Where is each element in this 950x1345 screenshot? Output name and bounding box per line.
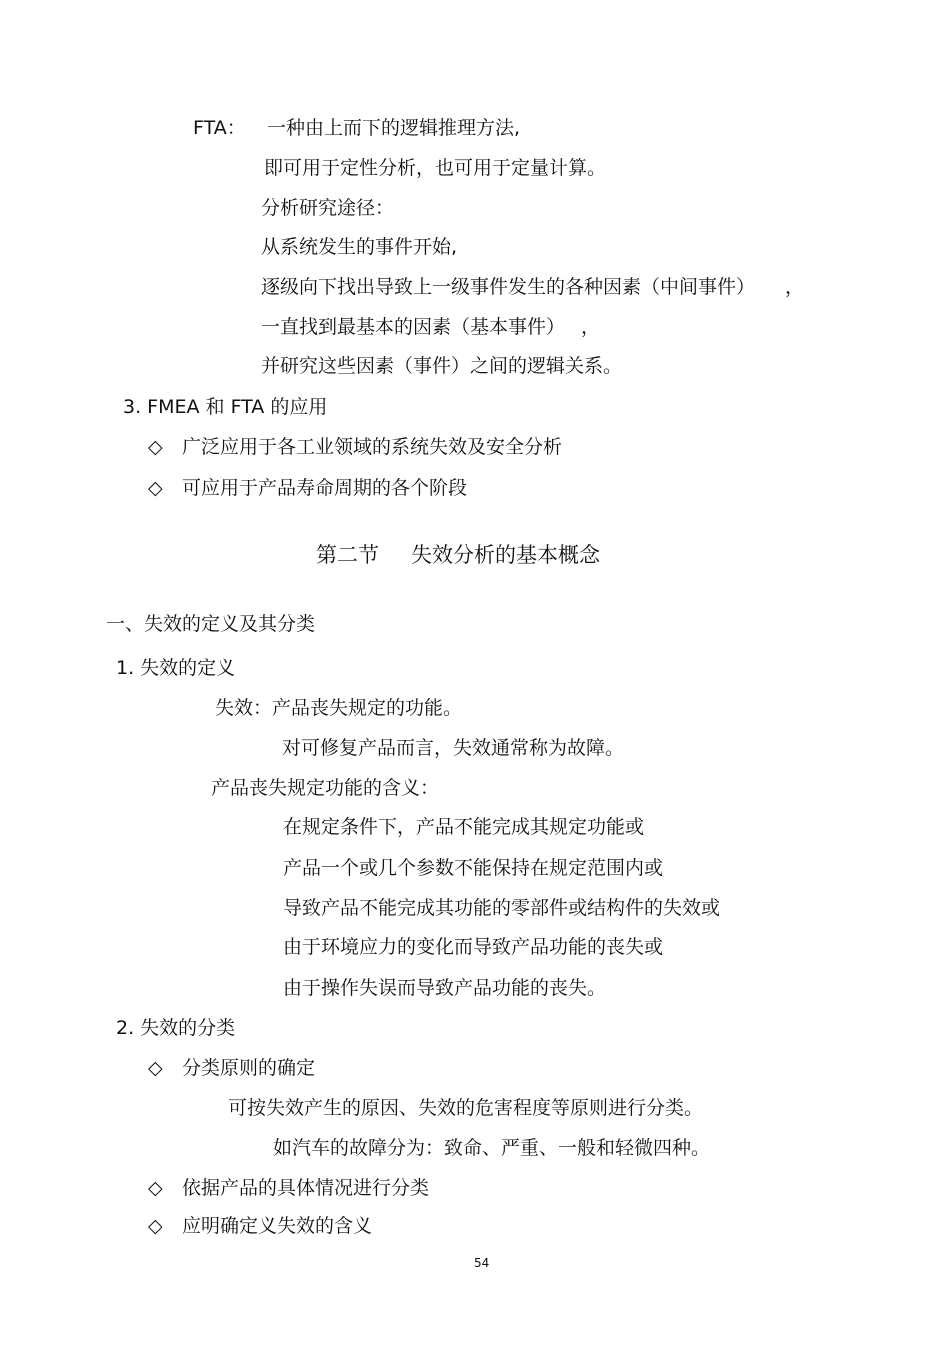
fta-analysis-path-line-1: 从系统发生的事件开始,	[261, 236, 458, 258]
classification-bullet-3	[148, 1214, 372, 1238]
fta-analysis-path-line-3	[261, 315, 600, 339]
fta-analysis-path-line-3-text: 一直找到最基本的因素（基本事件）	[261, 316, 566, 338]
application-bullet-1-text: 广泛应用于各工业领域的系统失效及安全分析	[182, 436, 563, 458]
diamond-bullet-icon: ◇	[148, 1057, 163, 1079]
meaning-title: 产品丧失规定功能的含义：	[211, 777, 440, 799]
fta-label: FTA：	[193, 117, 246, 139]
fta-definition: 一种由上而下的逻辑推理方法,	[267, 117, 521, 139]
fta-analysis-path-line-4: 并研究这些因素（事件）之间的逻辑关系。	[261, 355, 623, 377]
diamond-bullet-icon: ◇	[148, 477, 163, 499]
application-bullet-2-text: 可应用于产品寿命周期的各个阶段	[182, 477, 468, 499]
application-bullet-2	[148, 476, 467, 500]
fta-analysis-path-line-2-comma: ，	[785, 276, 805, 298]
classification-title: 2. 失效的分类	[116, 1017, 236, 1039]
page-number: 54	[474, 1256, 490, 1270]
diamond-bullet-icon: ◇	[148, 436, 163, 458]
meaning-item: 产品一个或几个参数不能保持在规定范围内或	[283, 857, 664, 879]
diamond-bullet-icon: ◇	[148, 1177, 163, 1199]
classification-text: 可按失效产生的原因、失效的危害程度等原则进行分类。	[228, 1097, 704, 1119]
meaning-item: 由于环境应力的变化而导致产品功能的丧失或	[283, 936, 664, 958]
classification-bullet-2-text: 依据产品的具体情况进行分类	[182, 1177, 430, 1199]
fta-analysis-path-line-2-text: 逐级向下找出导致上一级事件发生的各种因素（中间事件）	[261, 276, 756, 298]
part-heading: 一、失效的定义及其分类	[106, 613, 316, 635]
definition-main: 失效：产品丧失规定的功能。	[215, 697, 463, 719]
section-number: 第二节	[316, 543, 379, 567]
classification-example: 如汽车的故障分为：致命、严重、一般和轻微四种。	[273, 1137, 711, 1159]
classification-bullet-3-text: 应明确定义失效的含义	[182, 1215, 373, 1237]
fta-analysis-path-line-3-comma: ，	[581, 316, 601, 338]
fmea-fta-application-title: 3. FMEA 和 FTA 的应用	[123, 396, 328, 418]
fta-analysis-path-line-2	[261, 275, 804, 299]
meaning-item: 在规定条件下，产品不能完成其规定功能或	[283, 816, 645, 838]
classification-bullet-2	[148, 1176, 429, 1200]
application-bullet-1	[148, 435, 562, 459]
meaning-item: 由于操作失误而导致产品功能的丧失。	[283, 977, 607, 999]
meaning-item: 导致产品不能完成其功能的零部件或结构件的失效或	[283, 897, 721, 919]
fta-usage-line: 即可用于定性分析，也可用于定量计算。	[264, 157, 607, 179]
definition-title: 1. 失效的定义	[116, 657, 236, 679]
classification-bullet-1	[148, 1056, 315, 1080]
section-heading	[316, 543, 600, 567]
fta-analysis-path-title: 分析研究途径：	[261, 197, 395, 219]
diamond-bullet-icon: ◇	[148, 1215, 163, 1237]
section-title: 失效分析的基本概念	[411, 543, 600, 567]
definition-note: 对可修复产品而言，失效通常称为故障。	[282, 737, 625, 759]
classification-bullet-1-text: 分类原则的确定	[182, 1057, 316, 1079]
